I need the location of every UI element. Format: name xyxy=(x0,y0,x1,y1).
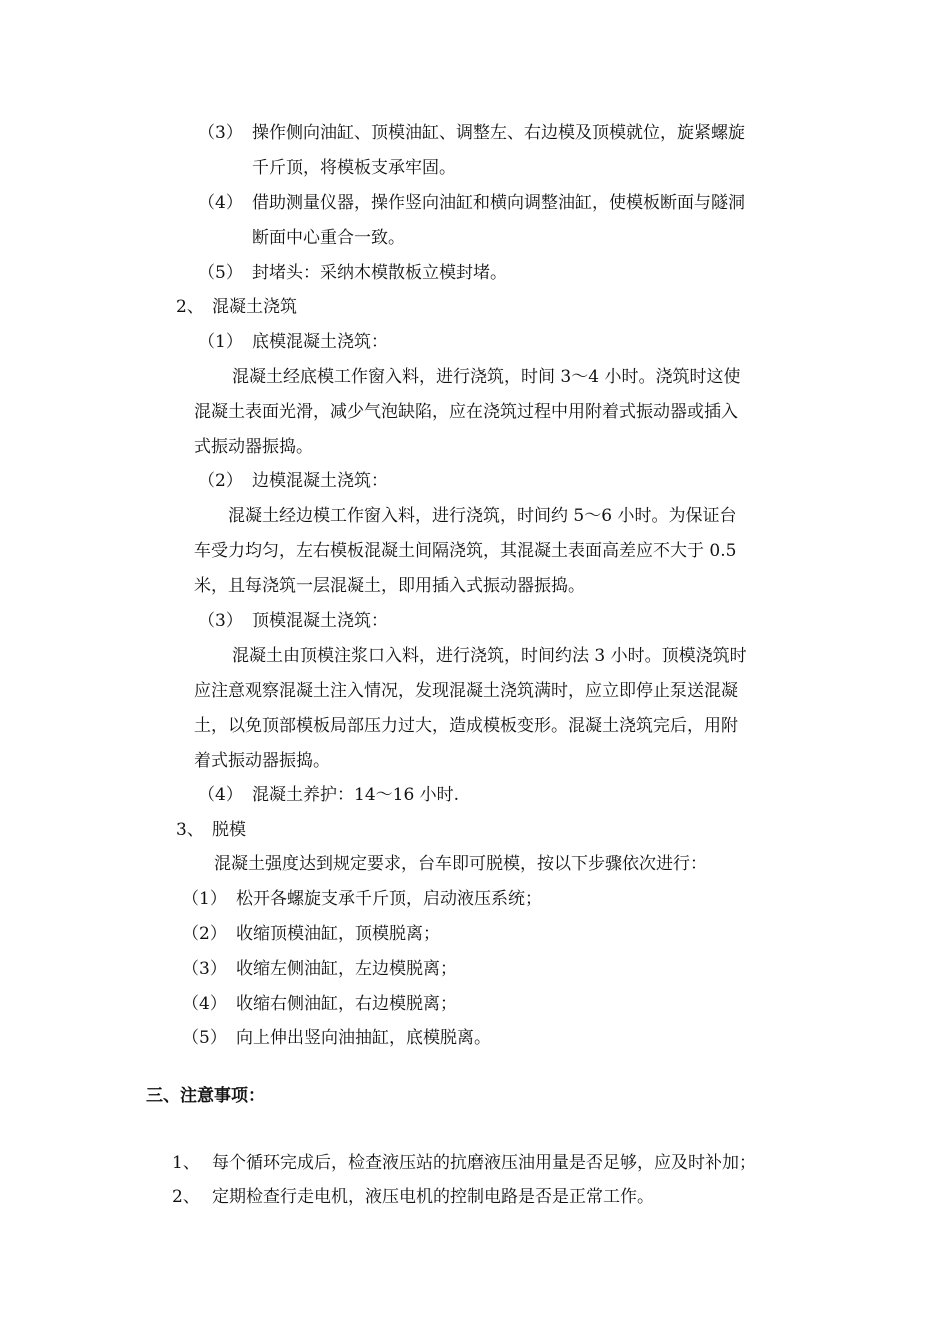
item-number: （4） xyxy=(198,785,243,805)
section-title: 三、注意事项： xyxy=(146,1086,265,1106)
list-item xyxy=(198,610,388,632)
item-text: 松开各螺旋支承千斤顶，启动液压系统； xyxy=(236,889,542,909)
item-number: （3） xyxy=(182,959,227,979)
paragraph-line: 式振动器振捣。 xyxy=(194,437,313,457)
list-item xyxy=(182,958,457,980)
item-number: 2、 xyxy=(172,1187,200,1207)
paragraph-line: 应注意观察混凝土注入情况，发现混凝土浇筑满时，应立即停止泵送混凝 xyxy=(194,681,738,701)
item-text-continued: 千斤顶，将模板支承牢固。 xyxy=(252,158,456,178)
list-item xyxy=(198,784,459,806)
paragraph-line: 米，且每浇筑一层混凝土，即用插入式振动器振捣。 xyxy=(194,576,585,596)
item-text: 向上伸出竖向油抽缸，底模脱离。 xyxy=(236,1028,491,1048)
list-item xyxy=(198,331,388,353)
item-title: 顶模混凝土浇筑： xyxy=(252,611,388,631)
item-text-continued: 断面中心重合一致。 xyxy=(252,228,405,248)
paragraph-line: 混凝土表面光滑，减少气泡缺陷，应在浇筑过程中用附着式振动器或插入 xyxy=(194,402,738,422)
list-item xyxy=(198,192,745,214)
item-title: 边模混凝土浇筑： xyxy=(252,471,388,491)
list-item xyxy=(198,122,745,144)
paragraph-line: 混凝土强度达到规定要求，台车即可脱模，按以下步骤依次进行： xyxy=(214,854,707,874)
item-text: 定期检查行走电机，液压电机的控制电路是否是正常工作。 xyxy=(212,1187,654,1207)
item-number: （3） xyxy=(198,611,243,631)
item-number: 1、 xyxy=(172,1153,200,1173)
item-text: 收缩左侧油缸，左边模脱离； xyxy=(236,959,457,979)
list-item xyxy=(182,993,457,1015)
subsection-heading xyxy=(176,296,297,318)
heading-number: 2、 xyxy=(176,297,204,317)
paragraph-line: 混凝土由顶模注浆口入料，进行浇筑，时间约法 3 小时。顶模浇筑时 xyxy=(232,646,747,666)
list-item xyxy=(172,1186,654,1208)
item-number: （2） xyxy=(182,924,227,944)
item-number: （1） xyxy=(182,889,227,909)
list-item xyxy=(182,888,542,910)
list-item xyxy=(182,923,440,945)
item-text: 封堵头：采纳木模散板立模封堵。 xyxy=(252,263,507,283)
paragraph-line: 车受力均匀，左右模板混凝土间隔浇筑，其混凝土表面高差应不大于 0.5 xyxy=(194,541,737,561)
item-number: （4） xyxy=(182,994,227,1014)
item-text: 借助测量仪器，操作竖向油缸和横向调整油缸，使模板断面与隧洞 xyxy=(252,193,745,213)
list-item xyxy=(198,262,507,284)
item-text: 每个循环完成后，检查液压站的抗磨液压油用量是否足够，应及时补加； xyxy=(212,1153,756,1173)
item-text: 收缩右侧油缸，右边模脱离； xyxy=(236,994,457,1014)
item-number: （5） xyxy=(198,263,243,283)
heading-text: 脱模 xyxy=(212,820,246,840)
item-number: （3） xyxy=(198,123,243,143)
paragraph-line: 着式振动器振捣。 xyxy=(194,751,330,771)
item-text: 收缩顶模油缸，顶模脱离； xyxy=(236,924,440,944)
subsection-heading xyxy=(176,819,246,841)
list-item xyxy=(182,1027,491,1049)
item-text: 操作侧向油缸、顶模油缸、调整左、右边模及顶模就位，旋紧螺旋 xyxy=(252,123,745,143)
heading-number: 3、 xyxy=(176,820,204,840)
item-text: 混凝土养护：14～16 小时. xyxy=(252,785,460,805)
item-number: （5） xyxy=(182,1028,227,1048)
paragraph-line: 混凝土经底模工作窗入料，进行浇筑，时间 3～4 小时。浇筑时这使 xyxy=(232,367,741,387)
item-number: （2） xyxy=(198,471,243,491)
item-number: （1） xyxy=(198,332,243,352)
list-item xyxy=(172,1152,756,1174)
item-title: 底模混凝土浇筑： xyxy=(252,332,388,352)
heading-text: 混凝土浇筑 xyxy=(212,297,297,317)
item-number: （4） xyxy=(198,193,243,213)
list-item xyxy=(198,470,388,492)
paragraph-line: 混凝土经边模工作窗入料，进行浇筑，时间约 5～6 小时。为保证台 xyxy=(228,506,737,526)
paragraph-line: 土，以免顶部模板局部压力过大，造成模板变形。混凝土浇筑完后，用附 xyxy=(194,716,738,736)
